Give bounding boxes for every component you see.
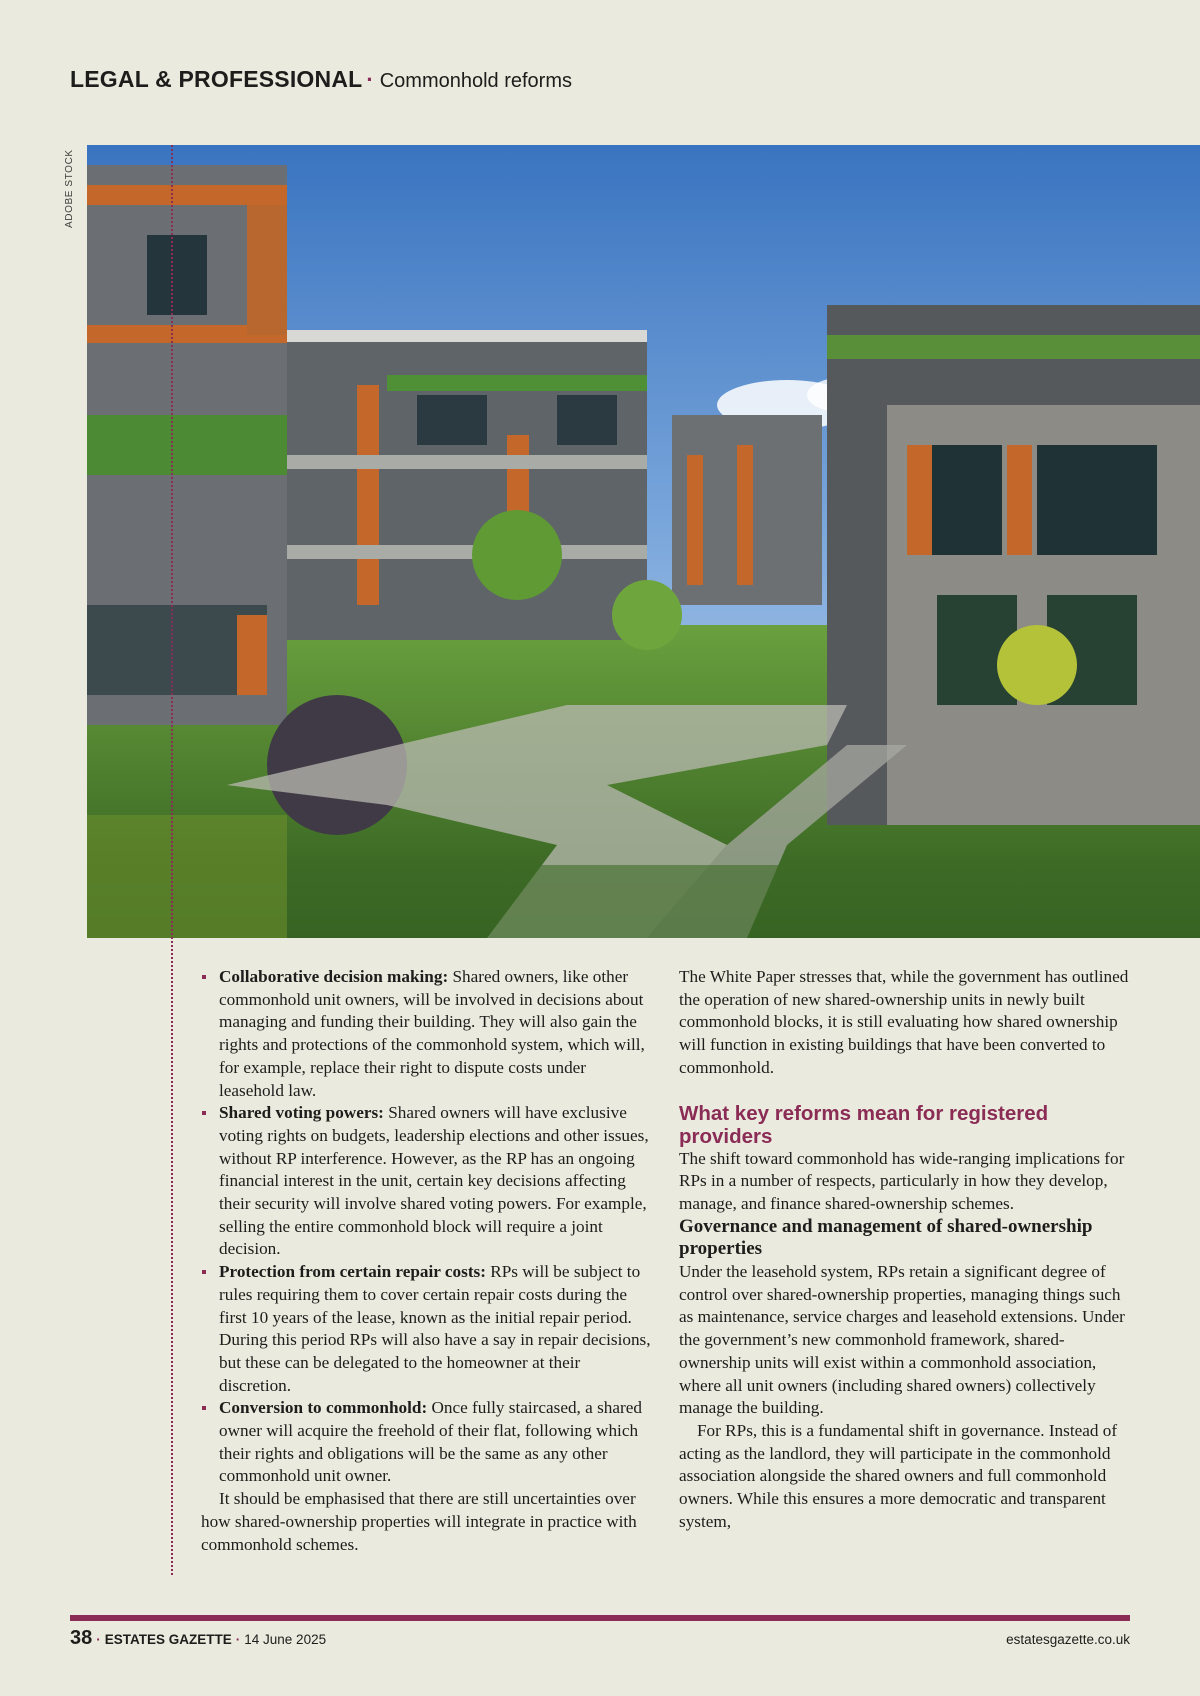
bullet-term: Collaborative decision making: (219, 967, 449, 986)
list-item (201, 1102, 651, 1261)
paragraph-spacer (679, 1080, 1129, 1102)
body-paragraph: The shift toward commonhold has wide-ranging implications for RPs in a number of respects, particularly in how they develop, manage, and finance shared-ownership schemes. (679, 1148, 1125, 1213)
body-paragraph: The White Paper stresses that, while the government has outlined the operation of new shared-ownership units in newly built commonhold blocks, it is still evaluating how shared ownership will function in existing buildings that have been converted to commonhold. (679, 967, 1129, 1077)
bullet-term: Conversion to commonhold: (219, 1398, 428, 1418)
page-number: 38 (70, 1627, 93, 1649)
dotted-column-rule (171, 145, 173, 1575)
list-item (201, 1397, 651, 1488)
photo-credit: ADOBE STOCK (64, 149, 75, 228)
page-header (70, 66, 572, 93)
body-paragraph: Under the leasehold system, RPs retain a significant degree of control over shared-ownership properties, managing things such as maintenance, service charges and leasehold extensions. Under the government’s new commonhold framework, shared-ownership units will exist within a commonhold association, where all unit owners (including shared owners) collectively manage the building. (679, 1262, 1125, 1418)
footer-separator: · (235, 1632, 241, 1647)
article-topic: Commonhold reforms (379, 70, 573, 92)
publication-name: ESTATES GAZETTE (104, 1632, 232, 1647)
section-heading: What key reforms mean for registered providers (679, 1101, 1049, 1148)
issue-date: 14 June 2025 (244, 1632, 327, 1647)
article-photo (87, 145, 1200, 938)
bullet-text: Once fully staircased, a shared owner will acquire the freehold of their flat, following which their rights and obligations will be the same as any other commonhold unit owner. (219, 1398, 642, 1486)
body-paragraph: It should be emphasised that there are still uncertainties over how shared-ownership properties will integrate in practice with commonhold schemes. (201, 1489, 637, 1554)
bullet-marker (202, 975, 206, 979)
reform-bullet-list (201, 966, 651, 1488)
section-title: LEGAL & PROFESSIONAL (70, 66, 363, 92)
body-paragraph: For RPs, this is a fundamental shift in governance. Instead of acting as the landlord, they will participate in the commonhold association alongside the shared owners and full commonhold owners. While this ensures a more democratic and transparent system, (679, 1420, 1118, 1531)
left-column (201, 966, 651, 1556)
footer-folio (70, 1627, 326, 1650)
subheading: Governance and management of shared-ownership properties (679, 1215, 1093, 1260)
right-column (679, 966, 1129, 1533)
bullet-marker (202, 1111, 206, 1115)
bullet-term: Shared voting powers: (219, 1103, 384, 1123)
footer-rule (70, 1615, 1130, 1621)
list-item (201, 1261, 651, 1397)
bullet-term: Protection from certain repair costs: (219, 1262, 486, 1282)
bullet-marker (202, 1270, 206, 1274)
website-url: estatesgazette.co.uk (1006, 1632, 1130, 1647)
bullet-text: Shared owners, like other commonhold unit owners, will be involved in decisions about managing and funding their building. They will also gain the rights and protections of the commonhold system, which will, for example, replace their right to dispute costs under leasehold law. (219, 967, 645, 1100)
bullet-text: RPs will be subject to rules requiring them to cover certain repair costs during the first 10 years of the lease, known as the initial repair period. During this period RPs will also have a say in repair decisions, but these can be delegated to the homeowner at their discretion. (219, 1262, 651, 1395)
bullet-text: Shared owners will have exclusive voting rights on budgets, leadership elections and other issues, without RP interference. However, as the RP has an ongoing financial interest in the unit, certain key decisions affecting their security will involve shared voting powers. For example, selling the entire commonhold block will require a joint decision. (219, 1103, 649, 1259)
footer-separator: · (96, 1632, 101, 1647)
bullet-marker (202, 1406, 206, 1410)
header-separator: · (366, 67, 374, 92)
photo-illustration (87, 145, 1200, 938)
list-item (201, 966, 651, 1102)
